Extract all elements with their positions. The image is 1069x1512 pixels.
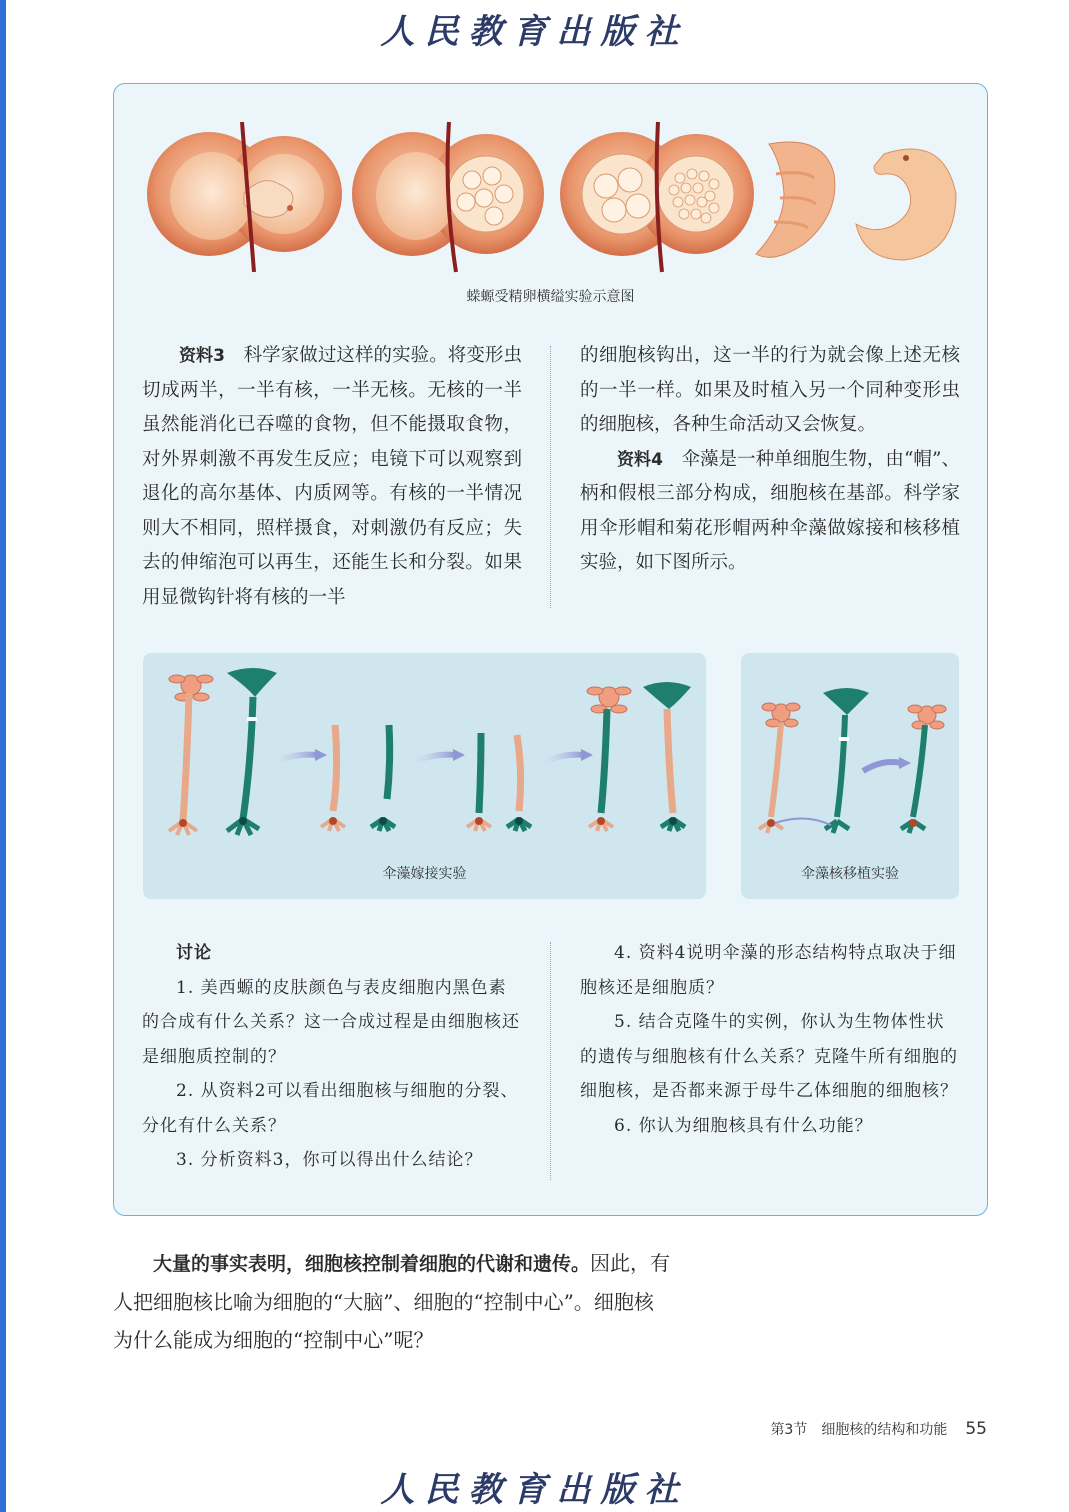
publisher-logo-top: 人民教育出版社 bbox=[380, 12, 689, 52]
publisher-logo-bottom: 人民教育出版社 bbox=[380, 1470, 689, 1510]
transplant-experiment-caption: 伞藻核移植实验 bbox=[801, 866, 899, 882]
salamander-egg-figure bbox=[144, 114, 964, 284]
material3-heading: 资料3 bbox=[179, 346, 225, 366]
page-edge-bar bbox=[0, 0, 6, 1512]
column-divider-bottom bbox=[550, 942, 551, 1180]
page-number: 55 bbox=[965, 1419, 987, 1439]
discussion-question-4: 4. 资料4说明伞藻的形态结构特点取决于细胞核还是细胞质？ bbox=[580, 943, 957, 998]
graft-experiment-caption: 伞藻嫁接实验 bbox=[382, 866, 467, 882]
arrow-1 bbox=[273, 755, 317, 763]
arrow-3 bbox=[541, 755, 583, 763]
discussion-question-3: 3. 分析资料3，你可以得出什么结论？ bbox=[176, 1150, 483, 1170]
graft-experiment-box bbox=[143, 653, 706, 899]
chrysanthemum-cap-alga bbox=[169, 675, 213, 835]
discussion-title: 讨论 bbox=[176, 943, 212, 963]
body-text: 因此，有人把细胞核比喻为细胞的“大脑”、细胞的“控制中心”。细胞核为什么能成为细胞的“控制中心”呢？ bbox=[113, 1251, 671, 1352]
material4-text: 伞藻是一种单细胞生物，由“帽”、柄和假根三部分构成，细胞核在基部。科学家用伞形帽和菊花形帽两种伞藻做嫁接和核移植实验，如下图所示。 bbox=[580, 448, 960, 573]
discussion-question-1: 1. 美西螈的皮肤颜色与表皮细胞内黑色素的合成有什么关系？这一合成过程是由细胞核还是细胞质控制的？ bbox=[142, 977, 520, 1067]
discussion-question-6: 6. 你认为细胞核具有什么功能？ bbox=[614, 1115, 873, 1136]
material-left-column bbox=[142, 339, 522, 615]
body-bold-sentence: 大量的事实表明，细胞核控制着细胞的代谢和遗传。 bbox=[153, 1253, 591, 1275]
page-footer bbox=[770, 1419, 987, 1439]
egg-stage-1 bbox=[147, 122, 342, 272]
footer-section-title: 第3节 细胞核的结构和功能 bbox=[770, 1422, 948, 1438]
acetabularia-transplant-figure bbox=[741, 653, 959, 853]
materials-panel bbox=[113, 83, 988, 1216]
umbrella-cap-alga bbox=[227, 668, 277, 835]
material3-text-left: 科学家做过这样的实验。将变形虫切成两半，一半有核，一半无核。无核的一半虽然能消化已吞噬的食物，但不能摄取食物，对外界刺激不再发生反应；电镜下可以观察到退化的高尔基体、内质网等。有核的一半情况则大不相同，照样摄食，对刺激仍有反应；失去的伸缩泡可以再生，还能生长和分裂。如果用显微钩针将有核的一半 bbox=[142, 345, 522, 608]
column-divider-top bbox=[550, 346, 551, 608]
transplant-experiment-box bbox=[741, 653, 959, 899]
material3-text-right: 的细胞核钩出，这一半的行为就会像上述无核的一半一样。如果及时植入另一个同种变形虫的细胞核，各种生命活动又会恢复。 bbox=[580, 345, 960, 435]
discussion-right-column bbox=[580, 936, 960, 1143]
discussion-question-2: 2. 从资料2可以看出细胞核与细胞的分裂、分化有什么关系？ bbox=[142, 1081, 519, 1136]
discussion-left-column bbox=[142, 936, 522, 1178]
body-paragraph bbox=[113, 1244, 673, 1359]
embryo-ring bbox=[856, 149, 956, 260]
acetabularia-graft-figure bbox=[143, 653, 706, 853]
discussion-question-5: 5. 结合克隆牛的实例，你认为生物体性状的遗传与细胞核有什么关系？克隆牛所有细胞的细胞核，是否都来源于母牛乙体细胞的细胞核？ bbox=[580, 1012, 958, 1101]
material4-heading: 资料4 bbox=[617, 449, 663, 470]
salamander-figure-caption: 蝾螈受精卵横缢实验示意图 bbox=[466, 289, 635, 305]
material-right-column bbox=[580, 339, 960, 581]
egg-stage-2 bbox=[352, 122, 544, 272]
egg-stage-3 bbox=[560, 122, 754, 272]
arrow-2 bbox=[411, 755, 455, 763]
embryo-curved bbox=[756, 142, 835, 257]
